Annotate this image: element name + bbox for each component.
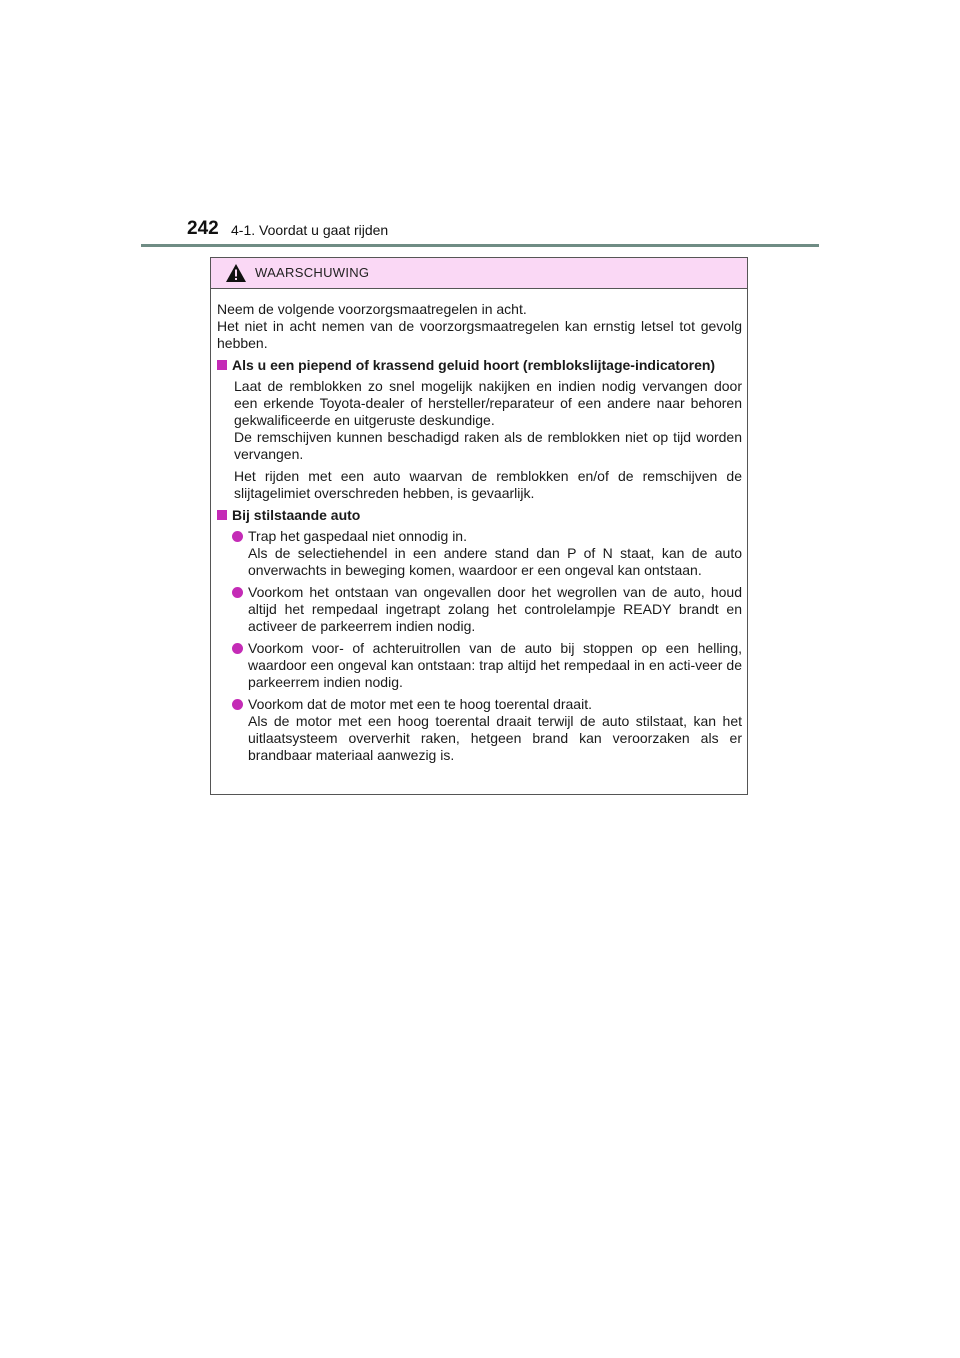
list-item — [217, 584, 742, 635]
page-number: 242 — [187, 218, 219, 239]
section-title: 4-1. Voordat u gaat rijden — [231, 222, 389, 238]
section-heading — [217, 507, 742, 524]
section-heading-text: Als u een piepend of krassend geluid hoort (remblokslijtage-indicatoren) — [232, 357, 716, 373]
list-item — [217, 696, 742, 764]
square-bullet-icon — [217, 360, 227, 370]
list-item — [217, 640, 742, 691]
page-header — [187, 216, 827, 246]
bullet-text: Voorkom het ontstaan van ongevallen door het wegrollen van de auto, houd altijd het rempedaal ingetrapt zolang het controlelampje READY brandt en activeer de parkeerrem indien nodig. — [248, 584, 742, 634]
list-item — [217, 528, 742, 579]
bullet-text: Voorkom voor- of achteruitrollen van de auto bij stoppen op een helling, waardoor een ongeval kan ontstaan: trap altijd het rempedaal in en acti-veer de parkeerrem indien nodig. — [248, 640, 742, 690]
bullet-text: Trap het gaspedaal niet onnodig in. — [248, 528, 467, 544]
header-divider — [141, 244, 819, 247]
warning-label: WAARSCHUWING — [255, 265, 370, 280]
intro-line: Het niet in acht nemen van de voorzorgsmaatregelen kan ernstig letsel tot gevolg hebben. — [217, 318, 742, 351]
round-bullet-icon — [232, 587, 243, 598]
section-brake-wear — [217, 357, 742, 502]
paragraph: Het rijden met een auto waarvan de remblokken en/of de remschijven de slijtagelimiet overschreden hebben, is gevaarlijk. — [234, 468, 742, 501]
warning-header — [211, 258, 747, 289]
intro-line: Neem de volgende voorzorgsmaatregelen in acht. — [217, 301, 527, 317]
section-stationary — [217, 507, 742, 764]
paragraph: De remschijven kunnen beschadigd raken als de remblokken niet op tijd worden vervangen. — [234, 429, 742, 462]
round-bullet-icon — [232, 699, 243, 710]
paragraph: Laat de remblokken zo snel mogelijk nakijken en indien nodig vervangen door een erkende Toyota-dealer of hersteller/reparateur of een andere naar behoren gekwalificeerde en uitgeruste deskundige. — [234, 378, 742, 428]
bullet-text: Voorkom dat de motor met een te hoog toerental draait. — [248, 696, 592, 712]
warning-body — [211, 289, 747, 764]
section-heading-text: Bij stilstaande auto — [232, 507, 361, 523]
warning-box — [210, 257, 748, 795]
warning-triangle-icon — [225, 263, 247, 283]
section-content — [217, 378, 742, 502]
round-bullet-icon — [232, 643, 243, 654]
round-bullet-icon — [232, 531, 243, 542]
square-bullet-icon — [217, 510, 227, 520]
bullet-text: Als de selectiehendel in een andere stand dan P of N staat, kan de auto onverwachts in beweging komen, waardoor er een ongeval kan ontstaan. — [248, 545, 742, 578]
section-heading — [217, 357, 742, 374]
bullet-text: Als de motor met een hoog toerental draait terwijl de auto stilstaat, kan het uitlaatsysteem oververhit raken, hetgeen brand kan veroorzaken als er brandbaar materiaal aanwezig is. — [248, 713, 742, 763]
